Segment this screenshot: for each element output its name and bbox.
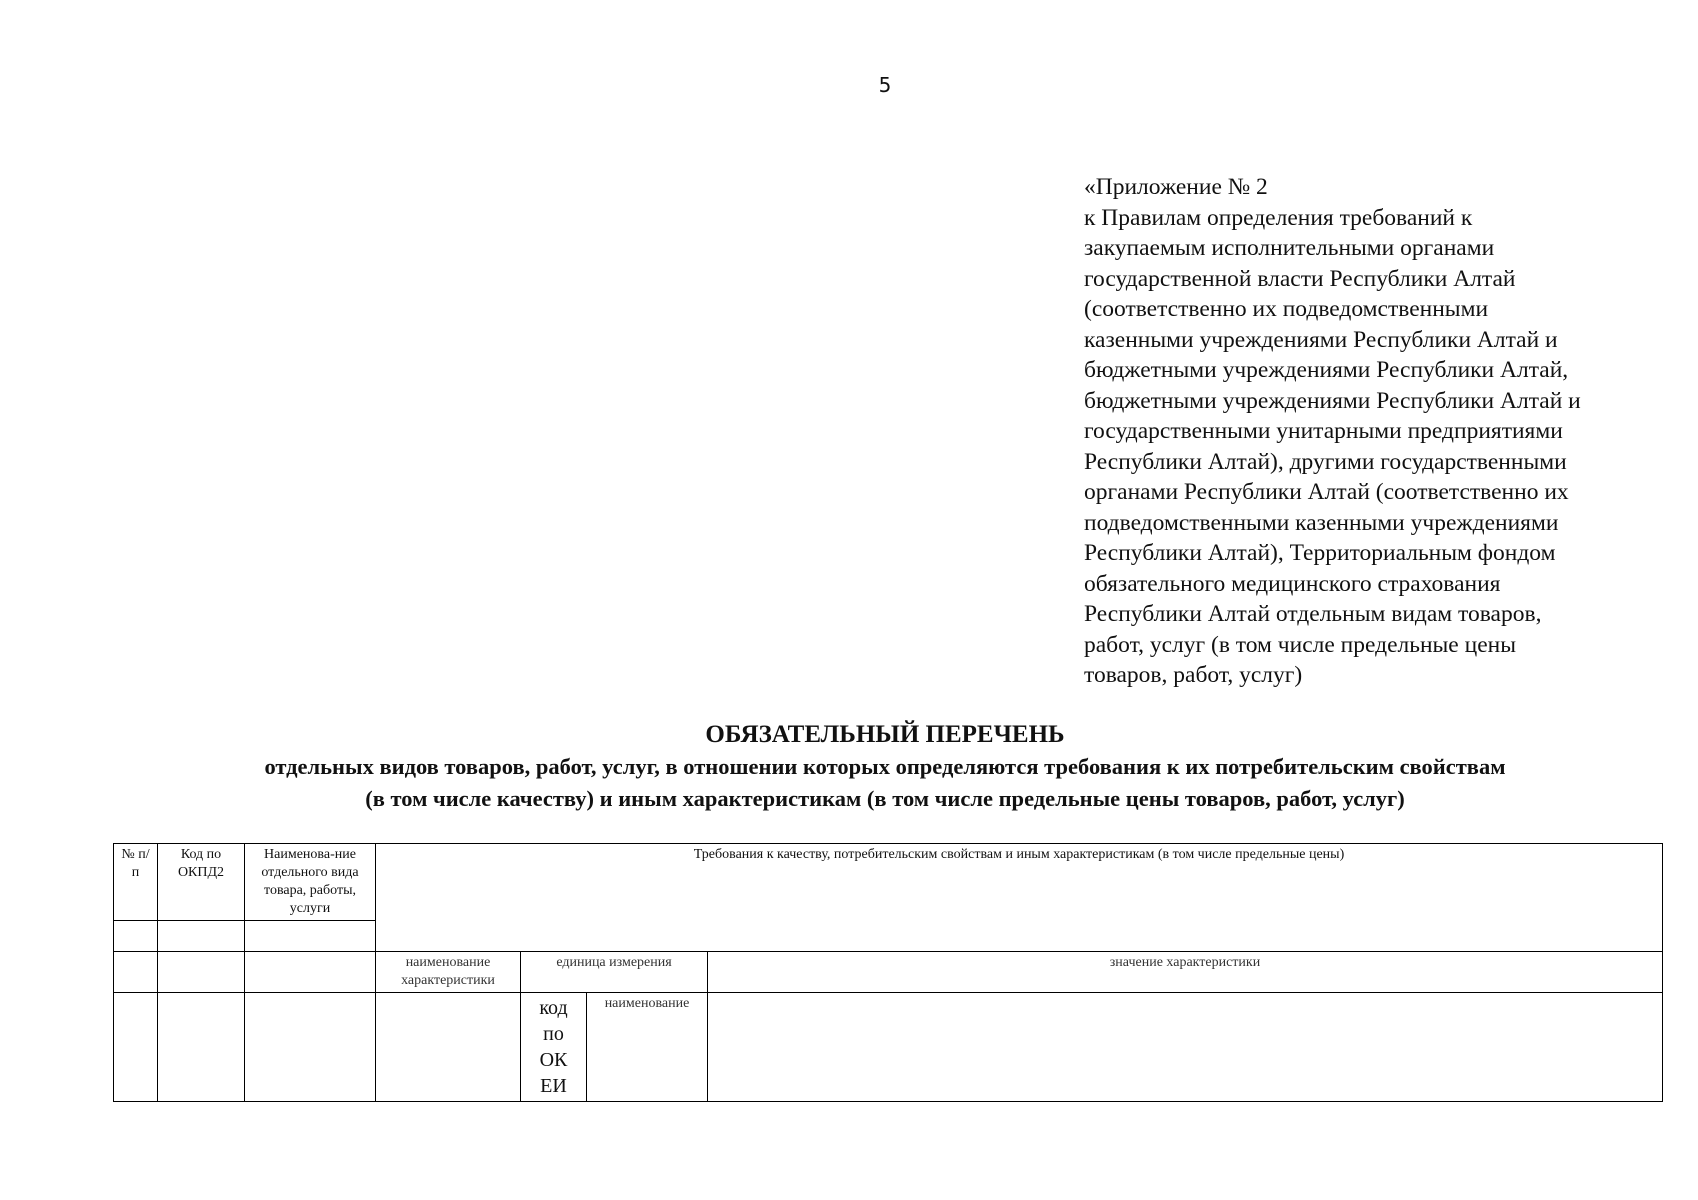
okei-code-line: код [539, 997, 568, 1019]
appendix-line: товаров, работ, услуг) [1084, 662, 1303, 688]
header-requirements: Требования к качеству, потребительским свойствам и иным характеристикам (в том числе предельные цены) [376, 844, 1663, 952]
empty-cell [245, 952, 376, 993]
header-unit-name: наименование [587, 993, 708, 1102]
empty-cell [114, 993, 158, 1102]
okei-code-line: ЕИ [540, 1075, 567, 1097]
appendix-line: государственными унитарными предприятиями [1084, 418, 1563, 444]
empty-cell [376, 993, 521, 1102]
empty-cell [158, 952, 245, 993]
appendix-line: государственной власти Республики Алтай [1084, 265, 1516, 292]
document-title: ОБЯЗАТЕЛЬНЫЙ ПЕРЕЧЕНЬ [705, 721, 1065, 748]
document-subtitle-line-1: отдельных видов товаров, работ, услуг, в отношении которых определяются требования к их потребительским свойствам [264, 754, 1506, 779]
appendix-line: Республики Алтай), другими государственными [1084, 448, 1567, 475]
header-unit-of-measure: единица измерения [521, 952, 708, 993]
header-number: № п/ п [114, 844, 158, 921]
requirements-table [113, 843, 1663, 1102]
header-okpd2-code: Код по ОКПД2 [158, 844, 245, 921]
empty-cell [708, 993, 1663, 1102]
appendix-line: казенными учреждениями Республики Алтай и [1084, 326, 1558, 353]
okei-code-line: по [543, 1023, 564, 1045]
header-item-name: Наименова-ние отдельного вида товара, работы, услуги [245, 844, 376, 921]
empty-cell [158, 993, 245, 1102]
empty-cell [114, 952, 158, 993]
header-characteristic-name: наименование характеристики [376, 952, 521, 993]
empty-cell [114, 921, 158, 952]
appendix-block [1084, 172, 1664, 691]
appendix-line: обязательного медицинского страхования [1084, 570, 1501, 597]
appendix-line: (соответственно их подведомственными [1084, 296, 1489, 322]
appendix-line: «Приложение № 2 [1084, 174, 1268, 200]
appendix-line: бюджетными учреждениями Республики Алтай, [1084, 357, 1569, 383]
okei-code-line: ОК [539, 1049, 568, 1071]
appendix-line: органами Республики Алтай (соответственно их [1084, 479, 1569, 505]
appendix-line: Республики Алтай отдельным видам товаров, [1084, 601, 1542, 627]
empty-cell [245, 921, 376, 952]
empty-cell [245, 993, 376, 1102]
appendix-line: к Правилам определения требований к [1084, 204, 1473, 231]
appendix-line: бюджетными учреждениями Республики Алтай и [1084, 387, 1581, 414]
page-number: 5 [878, 73, 892, 97]
header-okei-code [521, 993, 587, 1102]
appendix-line: работ, услуг (в том числе предельные цены [1084, 631, 1516, 658]
document-subtitle-line-2: (в том числе качеству) и иным характеристикам (в том числе предельные цены товаров, работ, услуг) [365, 786, 1405, 811]
appendix-line: закупаемым исполнительными органами [1084, 235, 1495, 261]
header-characteristic-value: значение характеристики [708, 952, 1663, 993]
empty-cell [158, 921, 245, 952]
appendix-line: подведомственными казенными учреждениями [1084, 509, 1559, 536]
appendix-line: Республики Алтай), Территориальным фондом [1084, 540, 1556, 566]
